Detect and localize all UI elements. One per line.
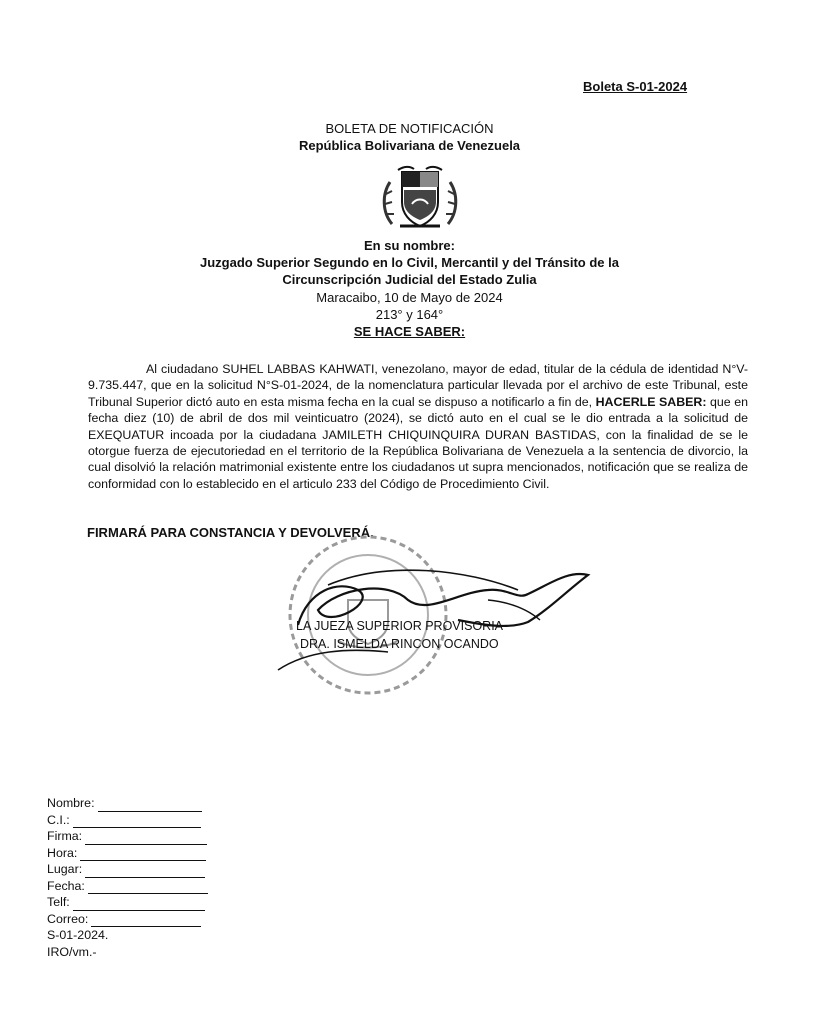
court-name-line-2: Circunscripción Judicial del Estado Zulia (282, 272, 537, 287)
notification-body (88, 361, 748, 492)
in-name-line: En su nombre: (363, 238, 455, 253)
document-title: BOLETA DE NOTIFICACIÓN (325, 121, 494, 136)
file-number: S-01-2024. (47, 928, 109, 942)
form-label: Hora: (47, 845, 78, 860)
coat-of-arms-icon (378, 164, 462, 234)
form-row-lugar (47, 861, 208, 878)
form-blank-line[interactable] (98, 799, 202, 812)
form-row-firma (47, 828, 208, 845)
form-blank-line[interactable] (91, 914, 201, 927)
form-row-fecha (47, 878, 208, 895)
years-line: 213° y 164° (375, 307, 444, 322)
body-part-1: Al ciudadano SUHEL LABBAS KAHWATI, venezolano, mayor de edad, titular de la cédula de identidad N°V-9.735.447, que en la solicitud N°S-01-2024, de la nomenclatura particular llevada por el archivo de este Tribunal, este Tribunal Superior dictó auto en esta misma fecha en la cual se dispuso a notificarlo a fin de, (88, 362, 748, 409)
court-name-line-1: Juzgado Superior Segundo en lo Civil, Mercantil y del Tránsito de la (200, 255, 619, 270)
hacerle-saber: HACERLE SABER: (595, 394, 707, 409)
form-blank-line[interactable] (73, 898, 205, 911)
form-label: Firma: (47, 829, 83, 843)
form-row-correo (47, 911, 208, 928)
form-row-telf (47, 894, 208, 911)
form-row-hora (47, 845, 208, 862)
form-blank-line[interactable] (85, 865, 205, 878)
body-part-2: que en fecha diez (10) de abril de dos mil veinticuatro (2024), se dictó auto en el cual se le dio entrada a la solicitud de EXEQUATUR incoada por la ciudadana JAMILETH CHIQUINQUIRA DURAN BASTIDAS, con la finalidad de se le otorgue fuerza de ejecutoriedad en el territorio de la República Bolivariana de Venezuela a la sentencia de divorcio, la cual disolvió la relación matrimonial existente entre los ciudadanos ut supra mencionados, notificación que se realiza de conformidad con lo establecido en el articulo 233 del Código de Procedimiento Civil. (88, 394, 748, 491)
judge-name: DRA. ISMELDA RINCON OCANDO (300, 637, 499, 651)
form-blank-line[interactable] (73, 815, 201, 828)
form-label: Fecha: (47, 878, 85, 893)
form-blank-line[interactable] (85, 832, 207, 845)
place-and-date: Maracaibo, 10 de Mayo de 2024 (316, 290, 503, 305)
republic-name: República Bolivariana de Venezuela (298, 138, 521, 153)
se-hace-saber-heading: SE HACE SABER: (353, 324, 466, 339)
form-label: Telf: (47, 895, 70, 909)
court-seal-and-signature (268, 530, 608, 700)
sign-and-return-instruction: FIRMARÁ PARA CONSTANCIA Y DEVOLVERÁ. (87, 525, 374, 540)
form-label: Correo: (47, 911, 89, 926)
judge-role: LA JUEZA SUPERIOR PROVISORIA (296, 619, 504, 633)
form-blank-line[interactable] (88, 881, 208, 894)
form-label: C.I.: (47, 812, 70, 827)
boleta-reference: Boleta S-01-2024 (583, 79, 688, 94)
form-row-ci (47, 812, 208, 829)
form-label: Lugar: (47, 862, 83, 876)
form-row-nombre (47, 795, 208, 812)
author-initials: IRO/vm.- (47, 944, 97, 959)
form-blank-line[interactable] (80, 848, 206, 861)
form-label: Nombre: (47, 796, 95, 810)
receipt-form (47, 795, 208, 960)
